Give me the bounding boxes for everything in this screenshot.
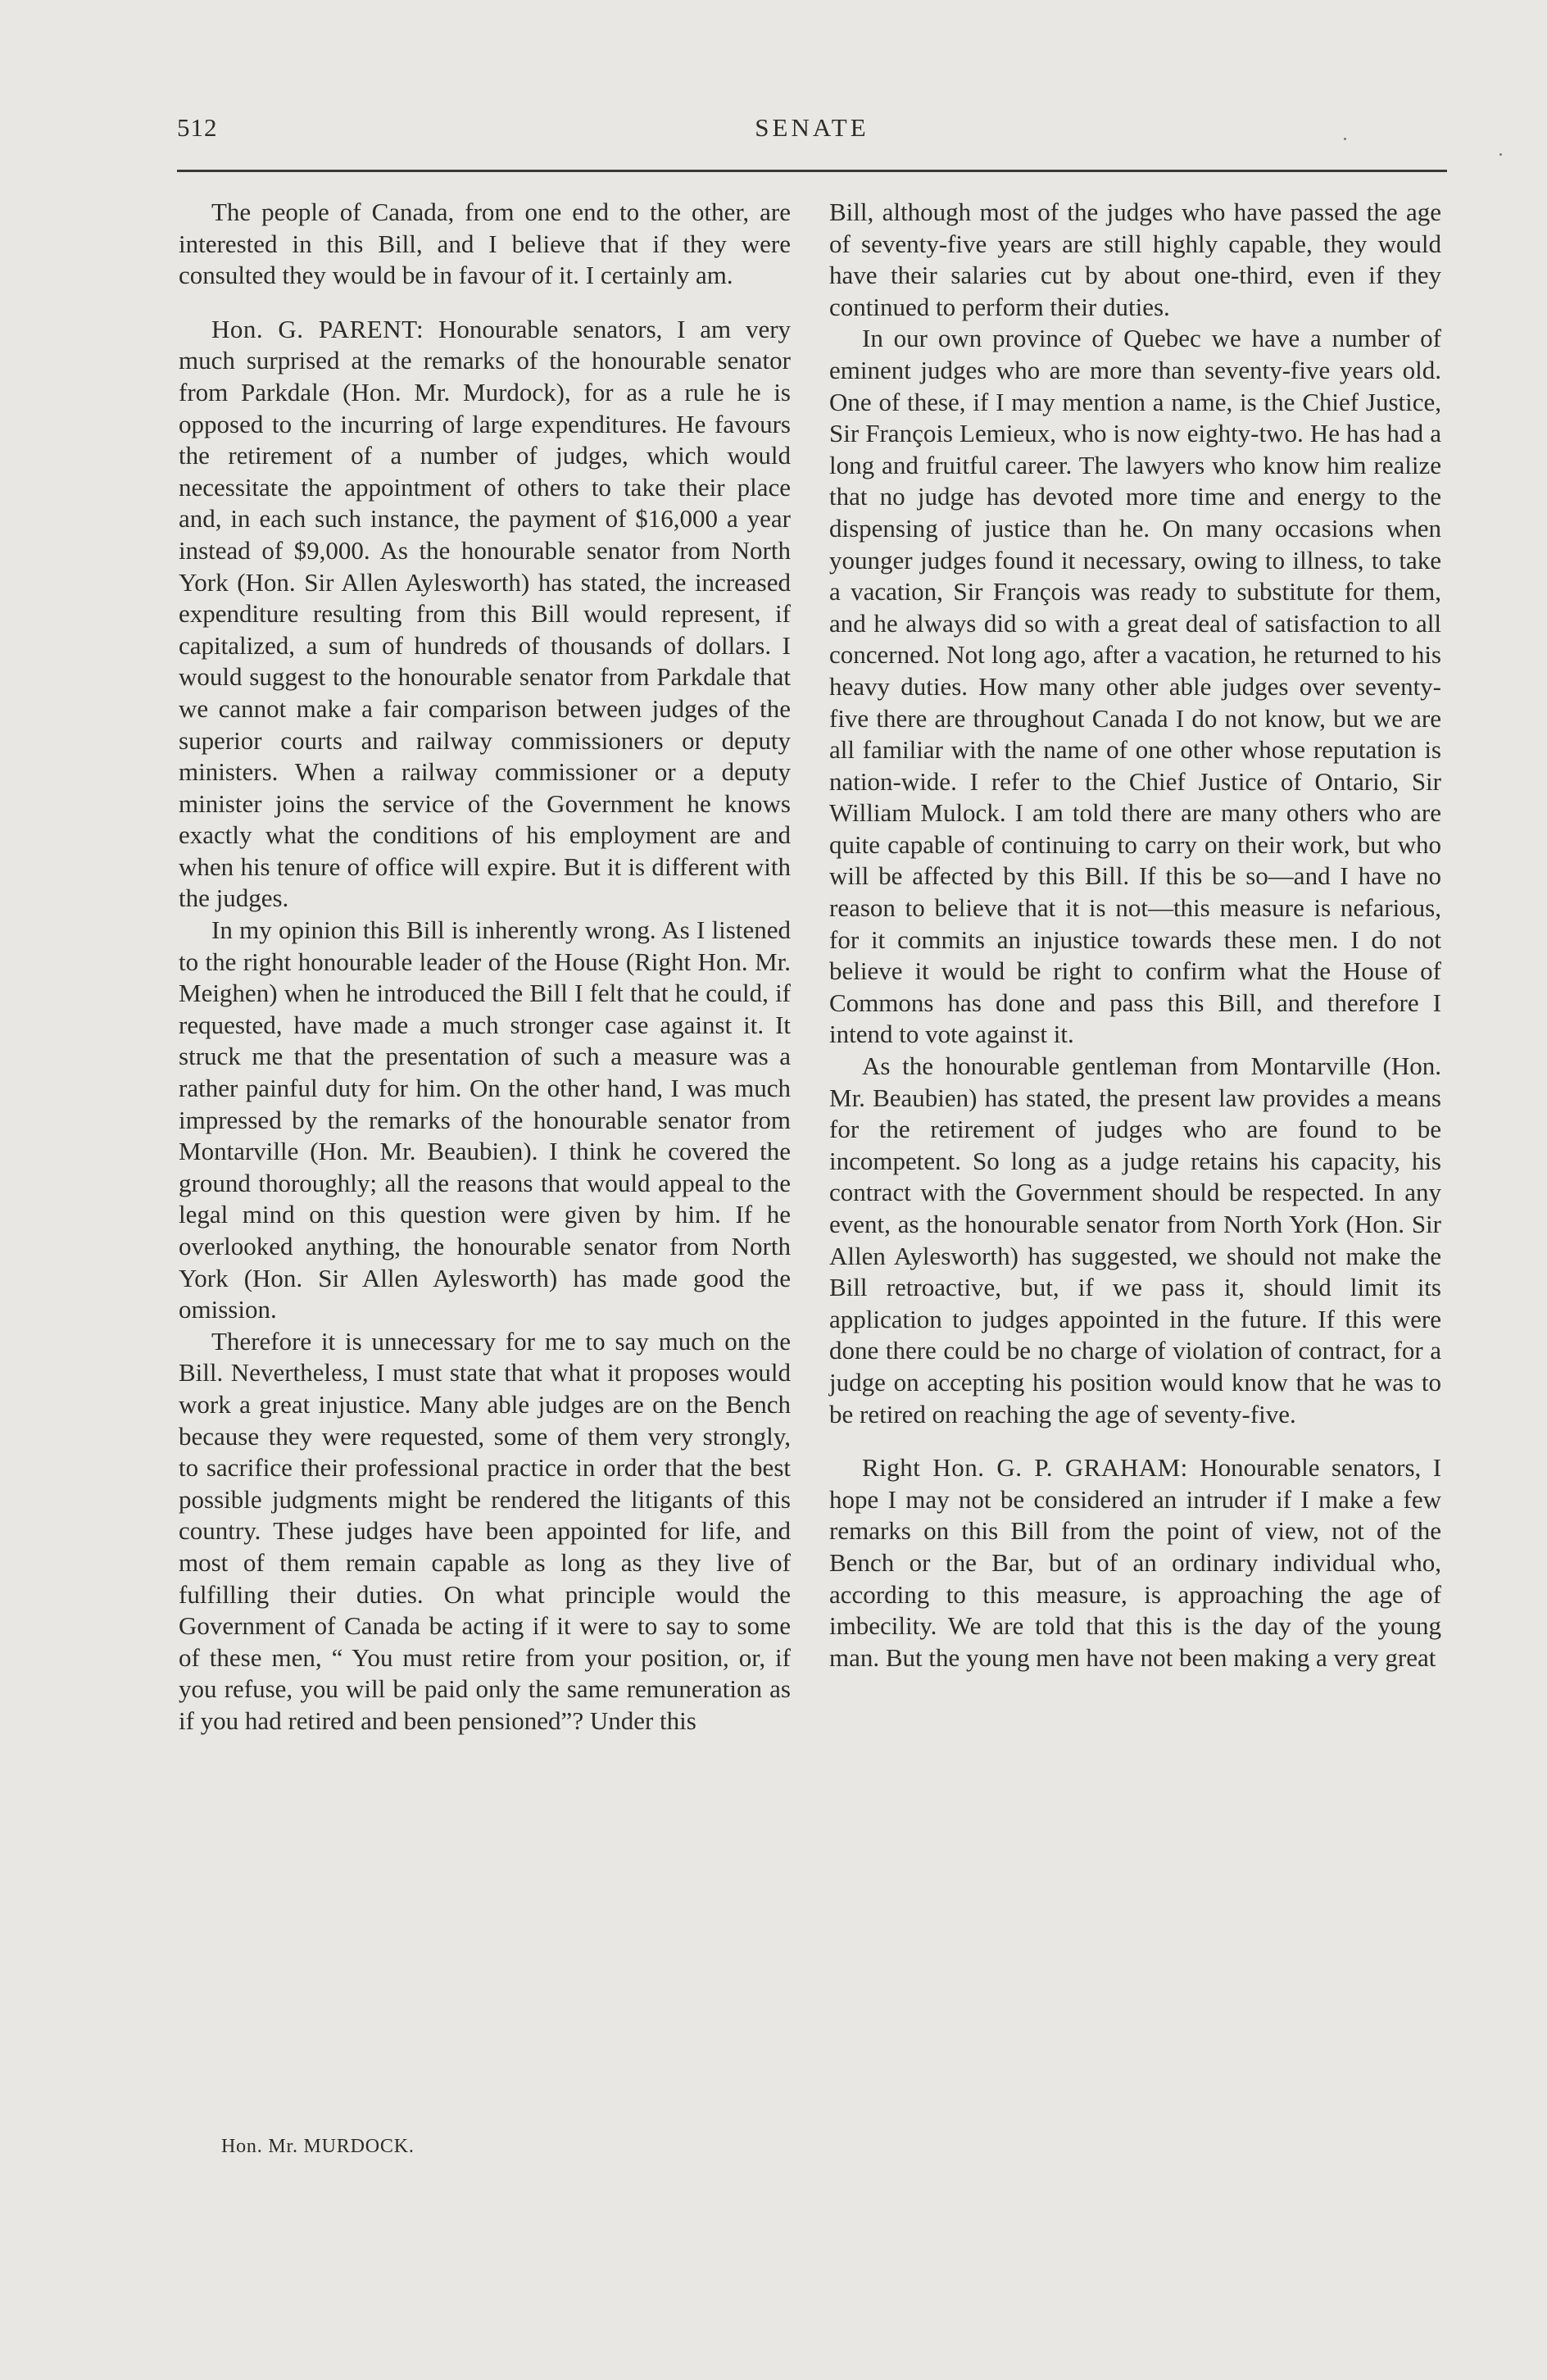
running-head: SENATE	[755, 113, 869, 142]
paragraph: As the honourable gentleman from Montarville (Hon. Mr. Beaubien) has stated, the present law provides a means for the retirement of judges who are found to be incompetent. So long as a judge retains his capacity, his contract with the Government should be respected. In any event, as the honourable senator from North York (Hon. Sir Allen Aylesworth) has suggested, we should not make the Bill retroactive, but, if we pass it, should limit its application to judges appointed in the future. If this were done there could be no charge of violation of contract, for a judge on accepting his position would know that he was to be retired on reaching the age of seventy-five.	[829, 1051, 1441, 1428]
page-header	[177, 113, 1447, 148]
paragraph: Bill, although most of the judges who have passed the age of seventy-five years are still highly capable, they would have their salaries cut by about one-third, even if they continued to perform their duties.	[829, 198, 1441, 321]
paragraph	[179, 314, 791, 915]
paragraph: In our own province of Quebec we have a number of eminent judges who are more than seventy-five years old. One of these, if I may mention a name, is the Chief Justice, Sir François Lemieux, who is now eighty-two. He has had a long and fruitful career. The lawyers who know him realize that no judge has devoted more time and energy to the dispensing of justice than he. On many occasions when younger judges found it necessary, owing to illness, to take a vacation, Sir François was ready to substitute for them, and he always did so with a great deal of satisfaction to all concerned. Not long ago, after a vacation, he returned to his heavy duties. How many other able judges over seventy-five there are throughout Canada I do not know, but we are all familiar with the name of one other whose reputation is nation-wide. I refer to the Chief Justice of Ontario, Sir William Mulock. I am told there are many others who are quite capable of continuing to carry on their work, but who will be affected by this Bill. If this be so—and I have no reason to believe that it is not—this measure is nefarious, for it commits an injustice towards these men. I do not believe it would be right to confirm what the House of Commons has done and pass this Bill, and therefore I intend to vote against it.	[829, 324, 1441, 1049]
speaker-name: Hon. G. PARENT:	[211, 314, 424, 343]
left-column	[179, 197, 791, 1737]
speech-text: Honourable senators, I hope I may not be considered an intruder if I make a few remarks on this Bill from the point of view, not of the Bench or the Bar, but of an ordinary individual who, according to this measure, is approaching the age of imbecility. We are told that this is the day of the young man. But the young men have not been making a very great	[829, 1453, 1442, 1672]
print-speck	[1344, 138, 1346, 140]
right-column	[829, 197, 1441, 1674]
paragraph	[829, 1452, 1441, 1674]
speaker-name: Right Hon. G. P. GRAHAM:	[862, 1453, 1188, 1483]
page-number: 512	[177, 113, 218, 142]
running-foot: Hon. Mr. MURDOCK.	[221, 2136, 415, 2157]
print-speck	[1499, 153, 1502, 156]
header-rule	[177, 170, 1447, 172]
paragraph: In my opinion this Bill is inherently wrong. As I listened to the right honourable leader of the House (Right Hon. Mr. Meighen) when he introduced the Bill I felt that he could, if requested, have made a much stronger case against it. It struck me that the presentation of such a measure was a rather painful duty for him. On the other hand, I was much impressed by the remarks of the honourable senator from Montarville (Hon. Mr. Beaubien). I think he covered the ground thoroughly; all the reasons that would appeal to the legal mind on this question were given by him. If he overlooked anything, the honourable senator from North York (Hon. Sir Allen Aylesworth) has made good the omission.	[179, 915, 791, 1324]
paragraph: The people of Canada, from one end to the other, are interested in this Bill, and I believe that if they were consulted they would be in favour of it. I certainly am.	[179, 198, 791, 290]
paragraph: Therefore it is unnecessary for me to say much on the Bill. Nevertheless, I must state that what it proposes would work a great injustice. Many able judges are on the Bench because they were requested, some of them very strongly, to sacrifice their professional practice in order that the best possible judgments might be rendered the litigants of this country. These judges have been appointed for life, and most of them remain capable as long as they live of fulfilling their duties. On what principle would the Government of Canada be acting if it were to say to some of these men, “ You must retire from your position, or, if you refuse, you will be paid only the same remuneration as if you had retired and been pensioned”? Under this	[179, 1326, 791, 1735]
speech-text: Honourable senators, I am very much surprised at the remarks of the honourable senator from Parkdale (Hon. Mr. Murdock), for as a rule he is opposed to the incurring of large expenditures. He favours the retirement of a number of judges, which would necessitate the appointment of others to take their place and, in each such instance, the payment of $16,000 a year instead of $9,000. As the honourable senator from North York (Hon. Sir Allen Aylesworth) has stated, the increased expenditure resulting from this Bill would represent, if capitalized, a sum of hundreds of thousands of dollars. I would suggest to the honourable senator from Parkdale that we cannot make a fair comparison between judges of the superior courts and railway commissioners or deputy ministers. When a railway commissioner or a deputy minister joins the service of the Government he knows exactly what the conditions of his employment are and when his tenure of office will expire. But it is different with the judges.	[179, 314, 792, 913]
